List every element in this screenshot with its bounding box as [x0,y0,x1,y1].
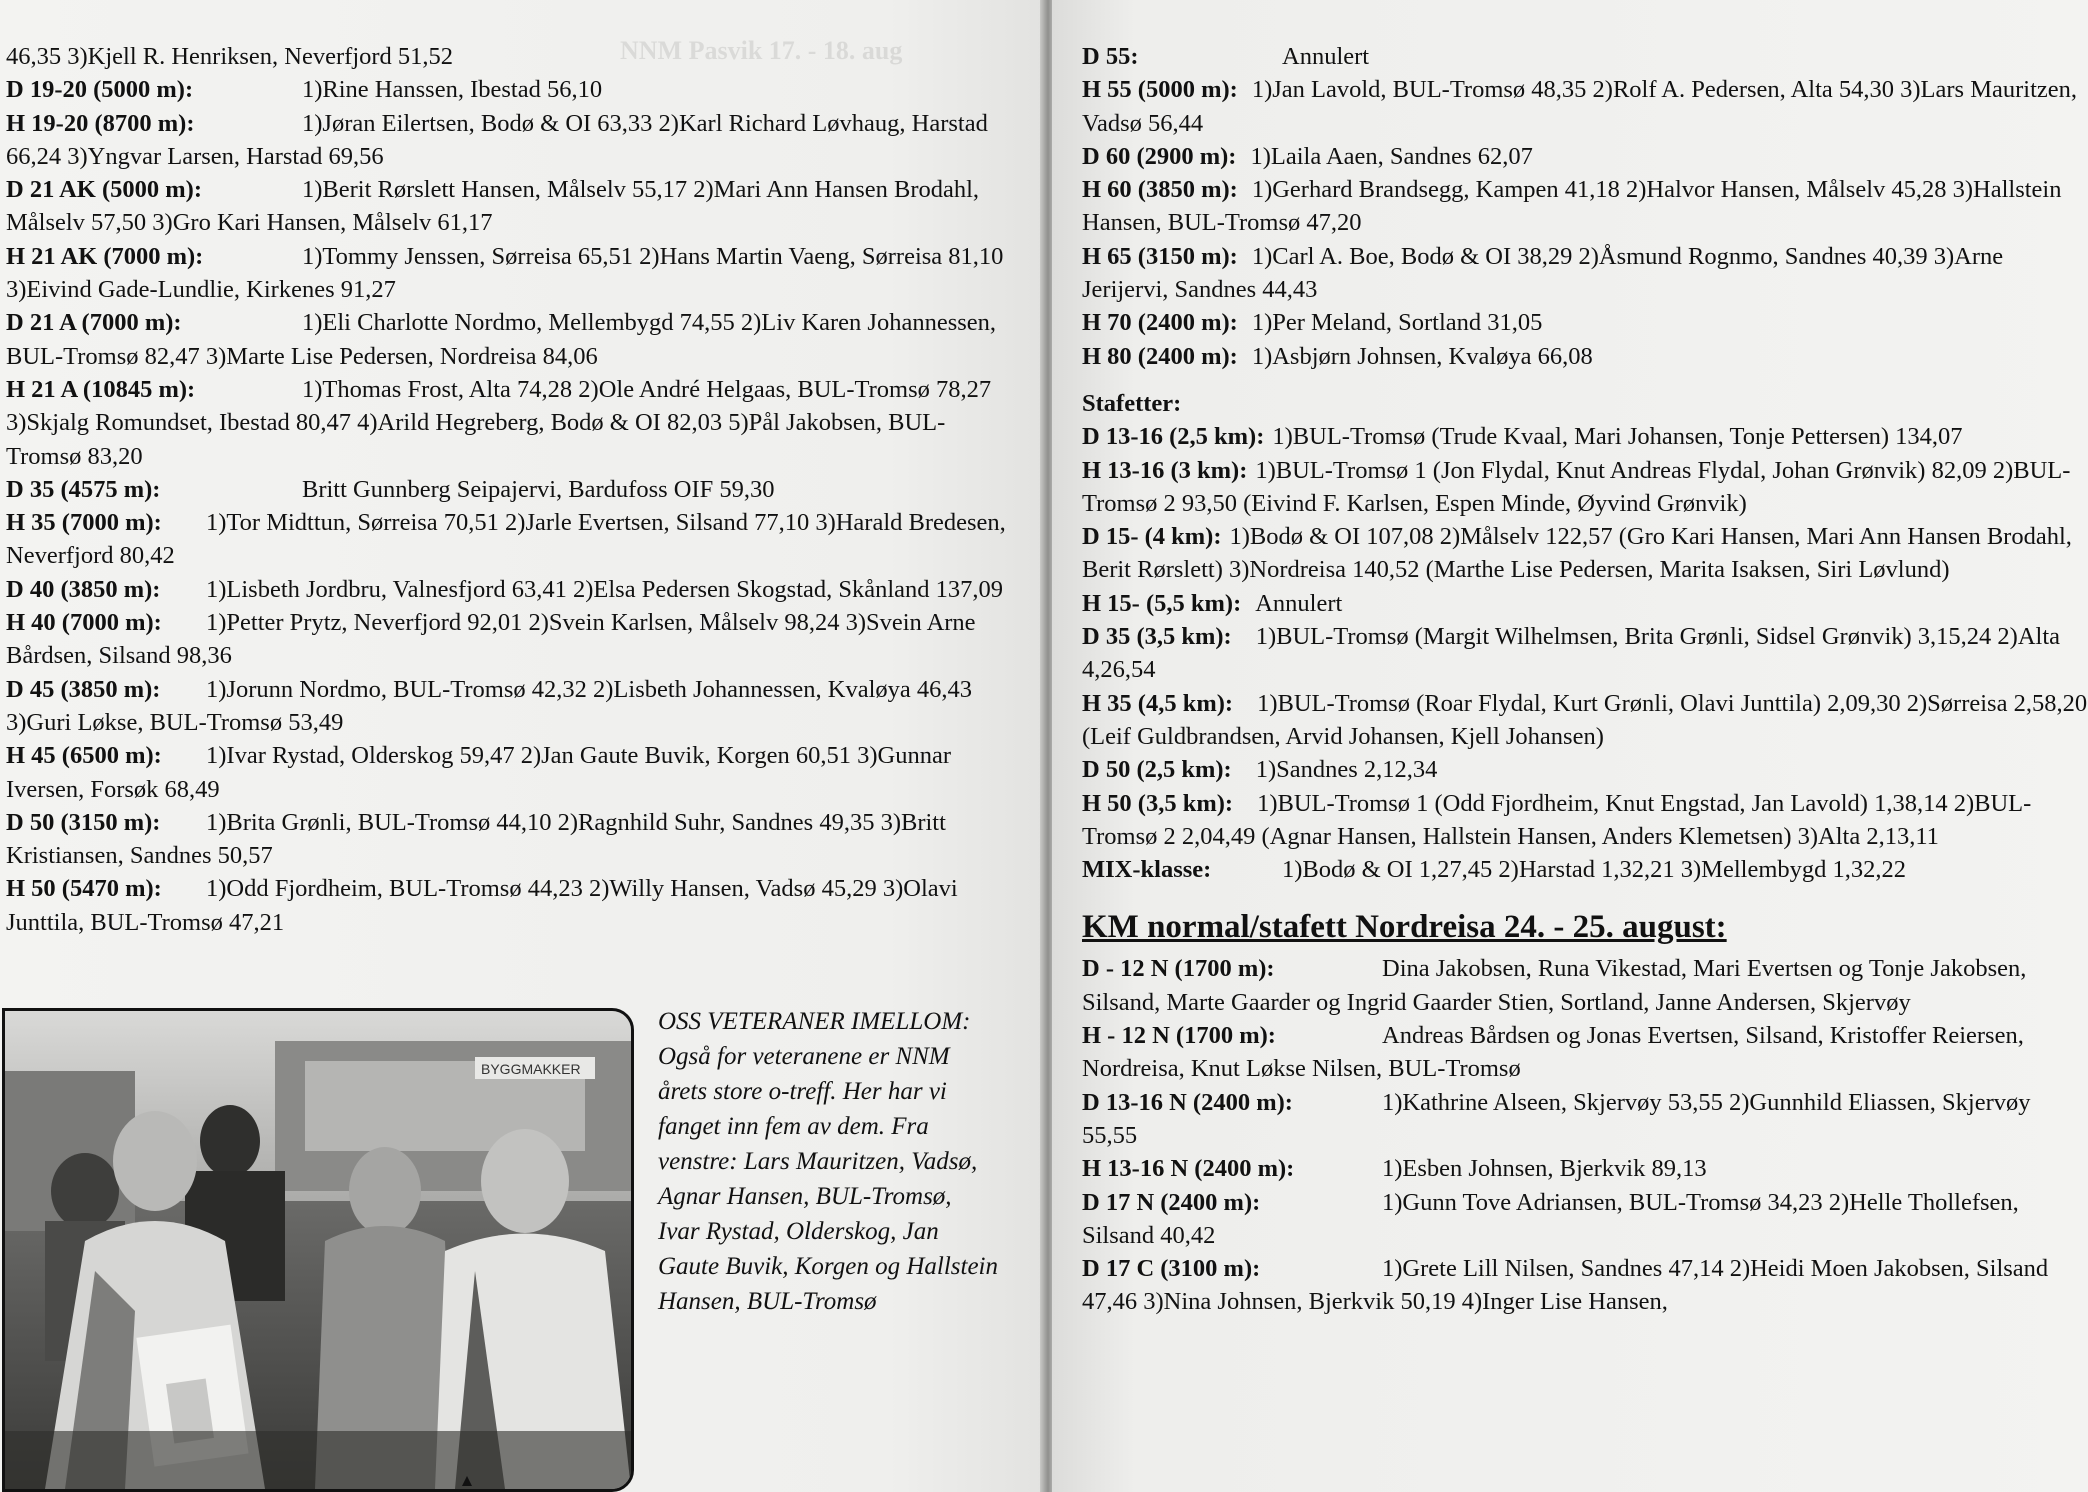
svg-text:BYGGMAKKER: BYGGMAKKER [481,1061,581,1077]
result-entry: D 45 (3850 m): 1)Jorunn Nordmo, BUL-Tromsø 42,32 2)Lisbeth Johannessen, Kvaløya 46,43 3)Guri Løkse, BUL-Tromsø 53,49 [6,673,1006,740]
result-entry: H 60 (3850 m): 1)Gerhard Brandsegg, Kampen 41,18 2)Halvor Hansen, Målselv 45,28 3)Hallstein Hansen, BUL-Tromsø 47,20 [1082,173,2088,240]
result-entry: D 40 (3850 m): 1)Lisbeth Jordbru, Valnesfjord 63,41 2)Elsa Pedersen Skogstad, Skånland 137,09 [6,573,1006,606]
class-label: H 13-16 (3 km): [1082,456,1248,484]
relay-entry: H 50 (3,5 km): 1)BUL-Tromsø 1 (Odd Fjordheim, Knut Engstad, Jan Lavold) 1,38,14 2)BUL-Tromsø 2 2,04,49 (Agnar Hansen, Hallstein Hansen, Anders Klemetsen) 3)Alta 2,13,11 [1082,787,2088,854]
class-label: D 19-20 (5000 m): [6,76,194,104]
class-label: MIX-klasse: [1082,856,1212,884]
stafetter-heading: Stafetter: [1082,389,1182,417]
result-entry: H 80 (2400 m): 1)Asbjørn Johnsen, Kvaløya 66,08 [1082,340,2088,373]
relay-entry: D 35 (3,5 km): 1)BUL-Tromsø (Margit Wilhelmsen, Brita Grønli, Sidsel Grønvik) 3,15,24 2)Alta 4,26,54 [1082,620,2088,687]
class-label: D 13-16 N (2400 m): [1082,1088,1293,1116]
result-entry: D 21 A (7000 m): 1)Eli Charlotte Nordmo, Mellembygd 74,55 2)Liv Karen Johannessen, BUL-Tromsø 82,47 3)Marte Lise Pedersen, Nordreisa 84,06 [6,306,1006,373]
class-label: D 13-16 (2,5 km): [1082,423,1265,451]
class-label: D 60 (2900 m): [1082,142,1237,170]
right-results-column [1082,40,2088,1319]
km-entry: D - 12 N (1700 m): Dina Jakobsen, Runa Vikestad, Mari Evertsen og Tonje Jakobsen, Silsand, Marte Gaarder og Ingrid Gaarder Stien, Sortland, Janne Andersen, Skjervøy [1082,952,2088,1019]
class-label: H 50 (5470 m): [6,875,162,903]
result-entry: D 19-20 (5000 m): 1)Rine Hanssen, Ibestad 56,10 [6,73,1006,106]
class-label: H 55 (5000 m): [1082,76,1238,104]
photo-illustration [5,1011,631,1489]
relay-entry: H 15- (5,5 km): Annulert [1082,587,2088,620]
class-label: D 15- (4 km): [1082,523,1222,551]
class-label: H 21 A (10845 m): [6,375,196,403]
relay-entry: D 15- (4 km): 1)Bodø & OI 107,08 2)Målselv 122,57 (Gro Kari Hansen, Mari Ann Hansen Brodahl, Berit Rørslett) 3)Nordreisa 140,52 (Marthe Lise Pedersen, Marita Isaksen, Siri Løvlund) [1082,520,2088,587]
class-label: D 21 A (7000 m): [6,309,182,337]
result-entry: D 50 (3150 m): 1)Brita Grønli, BUL-Tromsø 44,10 2)Ragnhild Suhr, Sandnes 49,35 3)Britt Kristiansen, Sandnes 50,57 [6,806,1006,873]
class-label: H 50 (3,5 km): [1082,789,1234,817]
class-label: H 35 (4,5 km): [1082,689,1234,717]
class-label: D 17 C (3100 m): [1082,1255,1261,1283]
km-entry: H 13-16 N (2400 m): 1)Esben Johnsen, Bjerkvik 89,13 [1082,1152,2088,1185]
result-entry: H 65 (3150 m): 1)Carl A. Boe, Bodø & OI 38,29 2)Åsmund Rognmo, Sandnes 40,39 3)Arne Jerijervi, Sandnes 44,43 [1082,240,2088,307]
result-entry: H 55 (5000 m): 1)Jan Lavold, BUL-Tromsø 48,35 2)Rolf A. Pedersen, Alta 54,30 3)Lars Mauritzen, Vadsø 56,44 [1082,73,2088,140]
class-label: D 21 AK (5000 m): [6,176,202,204]
km-entry: H - 12 N (1700 m): Andreas Bårdsen og Jonas Evertsen, Silsand, Kristoffer Reiersen, Nordreisa, Knut Løkse Nilsen, BUL-Tromsø [1082,1019,2088,1086]
result-entry: D 35 (4575 m): Britt Gunnberg Seipajervi, Bardufoss OIF 59,30 [6,473,1006,506]
class-label: H - 12 N (1700 m): [1082,1022,1276,1050]
class-label: D 40 (3850 m): [6,575,161,603]
relay-entry: H 35 (4,5 km): 1)BUL-Tromsø (Roar Flydal, Kurt Grønli, Olavi Junttila) 2,09,30 2)Sørreisa 2,58,20 (Leif Guldbrandsen, Arvid Johansen, Kjell Johansen) [1082,687,2088,754]
class-label: D 50 (2,5 km): [1082,756,1232,784]
class-label: D - 12 N (1700 m): [1082,955,1275,983]
class-label: H 70 (2400 m): [1082,309,1238,337]
result-entry: H 21 AK (7000 m): 1)Tommy Jenssen, Sørreisa 65,51 2)Hans Martin Vaeng, Sørreisa 81,10 3)Eivind Gade-Lundlie, Kirkenes 91,27 [6,240,1006,307]
class-label: D 17 N (2400 m): [1082,1188,1261,1216]
photo-caption: OSS VETERANER IMELLOM: Også for veteranene er NNM årets store o-treff. Her har vi fanget inn fem av dem. Fra venstre: Lars Mauritzen, Vadsø, Agnar Hansen, BUL-Tromsø, Ivar Rystad, Olderskog, Jan Gaute Buvik, Korgen og Hallstein Hansen, BUL-Tromsø [658,1008,998,1315]
km-entry: D 17 C (3100 m): 1)Grete Lill Nilsen, Sandnes 47,14 2)Heidi Moen Jakobsen, Silsand 47,46 3)Nina Johnsen, Bjerkvik 50,19 4)Inger Lise Hansen, [1082,1252,2088,1319]
class-label: H 80 (2400 m): [1082,342,1238,370]
class-label: H 60 (3850 m): [1082,176,1238,204]
km-section-title: KM normal/stafett Nordreisa 24. - 25. august: [1082,909,1727,946]
left-results-column [6,40,1006,939]
class-label: H 13-16 N (2400 m): [1082,1155,1295,1183]
relay-entry: MIX-klasse: 1)Bodø & OI 1,27,45 2)Harstad 1,32,21 3)Mellembygd 1,32,22 [1082,853,2088,886]
result-entry: H 19-20 (8700 m): 1)Jøran Eilertsen, Bodø & OI 63,33 2)Karl Richard Løvhaug, Harstad 66,24 3)Yngvar Larsen, Harstad 69,56 [6,107,1006,174]
km-entry: D 13-16 N (2400 m): 1)Kathrine Alseen, Skjervøy 53,55 2)Gunnhild Eliassen, Skjervøy 55,55 [1082,1086,2088,1153]
class-label: D 35 (3,5 km): [1082,623,1232,651]
class-label: D 55: [1082,43,1139,70]
relay-entry: H 13-16 (3 km): 1)BUL-Tromsø 1 (Jon Flydal, Knut Andreas Flydal, Johan Grønvik) 82,09 2)BUL-Tromsø 2 93,50 (Eivind F. Karlsen, Espen Minde, Øyvind Grønvik) [1082,454,2088,521]
result-entry: H 21 A (10845 m): 1)Thomas Frost, Alta 74,28 2)Ole André Helgaas, BUL-Tromsø 78,27 3)Skjalg Romundset, Ibestad 80,47 4)Arild Hegreberg, Bodø & OI 82,03 5)Pål Jakobsen, BUL-Tromsø 83,20 [6,373,1006,473]
class-label: H 15- (5,5 km): [1082,589,1242,617]
result-entry: H 35 (7000 m): 1)Tor Midttun, Sørreisa 70,51 2)Jarle Evertsen, Silsand 77,10 3)Harald Bredesen, Neverfjord 80,42 [6,506,1006,573]
arrow-mark-icon [462,1476,472,1486]
result-entry: H 70 (2400 m): 1)Per Meland, Sortland 31,05 [1082,306,2088,339]
result-entry: H 40 (7000 m): 1)Petter Prytz, Neverfjord 92,01 2)Svein Karlsen, Målselv 98,24 3)Svein Arne Bårdsen, Silsand 98,36 [6,606,1006,673]
relay-entry: D 50 (2,5 km): 1)Sandnes 2,12,34 [1082,753,2088,786]
class-label: D 50 (3150 m): [6,808,161,836]
veterans-photo [2,1008,634,1492]
class-label: H 40 (7000 m): [6,609,162,637]
result-entry: D 21 AK (5000 m): 1)Berit Rørslett Hansen, Målselv 55,17 2)Mari Ann Hansen Brodahl, Målselv 57,50 3)Gro Kari Hansen, Målselv 61,17 [6,173,1006,240]
relay-entry: D 13-16 (2,5 km): 1)BUL-Tromsø (Trude Kvaal, Mari Johansen, Tonje Pettersen) 134,07 [1082,420,2088,453]
result-entry: 46,35 3)Kjell R. Henriksen, Neverfjord 51,52 [6,43,454,70]
class-label: D 35 (4575 m): [6,475,161,503]
km-entry: D 17 N (2400 m): 1)Gunn Tove Adriansen, BUL-Tromsø 34,23 2)Helle Thollefsen, Silsand 40,42 [1082,1186,2088,1253]
result-entry: H 50 (5470 m): 1)Odd Fjordheim, BUL-Tromsø 44,23 2)Willy Hansen, Vadsø 45,29 3)Olavi Junttila, BUL-Tromsø 47,21 [6,872,1006,939]
class-label: D 45 (3850 m): [6,675,161,703]
result-entry: D 55: Annulert [1082,40,2088,73]
class-label: H 21 AK (7000 m): [6,242,204,270]
class-label: H 19-20 (8700 m): [6,109,195,137]
result-entry: H 45 (6500 m): 1)Ivar Rystad, Olderskog 59,47 2)Jan Gaute Buvik, Korgen 60,51 3)Gunnar Iversen, Forsøk 68,49 [6,739,1006,806]
result-entry: D 60 (2900 m): 1)Laila Aaen, Sandnes 62,07 [1082,140,2088,173]
right-page [1052,0,2088,1492]
class-label: H 45 (6500 m): [6,742,162,770]
class-label: H 35 (7000 m): [6,509,162,537]
class-label: H 65 (3150 m): [1082,242,1238,270]
bleed-through-text: NNM Pasvik 17. - 18. aug [620,36,903,65]
